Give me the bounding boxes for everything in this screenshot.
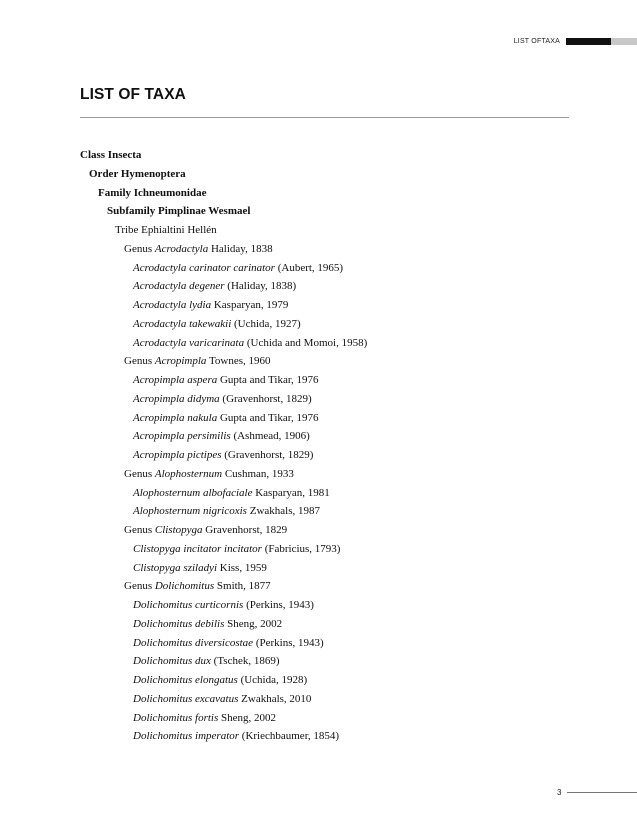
taxon-authority: Kasparyan, 1979 (211, 299, 289, 311)
taxon-name: Clistopyga sziladyi (133, 561, 218, 574)
taxon-rank: Genus (124, 580, 155, 593)
taxon-authority: Kiss, 1959 (217, 561, 267, 574)
taxon-name: Dolichomitus dux (133, 655, 211, 668)
taxon-entry (80, 165, 367, 184)
taxon-entry (80, 409, 367, 428)
taxon-name: Clistopyga incitator incitator (133, 542, 262, 555)
taxon-authority: Gupta and Tikar, 1976 (217, 374, 319, 386)
taxon-entry (80, 390, 367, 409)
taxon-authority: (Kriechbaumer, 1854) (239, 730, 340, 743)
taxon-name: Acrodactyla (154, 242, 209, 255)
taxon-authority: (Uchida, 1928) (237, 674, 308, 686)
taxon-authority: Zwakhals, 1987 (246, 505, 320, 518)
taxon-authority: (Perkins, 1943) (243, 599, 314, 611)
taxon-entry (80, 577, 367, 596)
taxon-entry (80, 465, 367, 484)
taxon-name: Dolichomitus (154, 580, 215, 593)
taxon-rank: Genus (124, 524, 155, 536)
taxon-name: Class Insecta (80, 149, 142, 161)
taxon-name: Acrodactyla varicarinata (133, 336, 245, 349)
taxon-authority: Cushman, 1933 (222, 467, 294, 480)
taxon-entry (80, 540, 367, 559)
taxon-entry (80, 502, 367, 521)
taxon-name: Family Ichneumonidae (98, 186, 207, 199)
taxon-entry (80, 184, 367, 203)
taxon-authority: (Fabricius, 1793) (261, 542, 341, 555)
taxon-rank: Genus (124, 467, 155, 480)
taxon-name: Alophosternum albofaciale (133, 486, 253, 499)
taxon-authority: (Uchida, 1927) (231, 317, 301, 330)
taxon-entry (80, 221, 367, 240)
running-header-title: LIST OFTAXA (513, 37, 560, 45)
taxon-name: Acrodactyla degener (133, 280, 225, 293)
taxon-authority: Gupta and Tikar, 1976 (217, 411, 319, 424)
taxon-authority: Sheng, 2002 (224, 617, 283, 630)
taxon-entry (80, 146, 367, 165)
taxon-authority: Zwakhals, 2010 (238, 692, 312, 705)
footer-rule (567, 792, 637, 793)
taxon-authority: (Gravenhorst, 1829) (219, 392, 312, 405)
taxon-name: Acropimpla pictipes (133, 449, 222, 461)
taxon-name: Dolichomitus debilis (133, 617, 225, 630)
title-divider (80, 117, 569, 118)
taxon-entry (80, 727, 367, 746)
taxon-rank: Genus (124, 242, 155, 255)
taxon-name: Acropimpla nakula (133, 411, 218, 424)
taxon-entry (80, 634, 367, 653)
taxon-entry (80, 334, 367, 353)
taxon-name: Acropimpla aspera (133, 374, 218, 386)
taxon-entry (80, 690, 367, 709)
taxon-entry (80, 296, 367, 315)
taxon-entry (80, 484, 367, 503)
taxon-entry (80, 709, 367, 728)
page-number: 3 (557, 788, 562, 797)
taxon-name: Tribe Ephialtini Hellén (115, 224, 217, 236)
taxon-authority: Smith, 1877 (214, 580, 271, 593)
taxon-name: Acrodactyla carinator carinator (133, 261, 275, 274)
taxon-name: Acropimpla persimilis (133, 430, 231, 443)
taxon-entry (80, 596, 367, 615)
taxon-authority: (Perkins, 1943) (253, 636, 324, 649)
taxon-entry (80, 615, 367, 634)
taxon-entry (80, 277, 367, 296)
taxon-entry (80, 352, 367, 371)
taxon-name: Dolichomitus fortis (133, 711, 219, 724)
taxon-name: Acropimpla didyma (133, 392, 220, 405)
taxon-name: Dolichomitus diversicostae (133, 636, 254, 649)
taxon-authority: Kasparyan, 1981 (252, 486, 330, 499)
running-header-black-bar (566, 38, 611, 45)
taxon-name: Alophosternum nigricoxis (133, 505, 247, 518)
page-footer (557, 788, 637, 797)
taxon-entry (80, 240, 367, 259)
taxon-entry (80, 315, 367, 334)
taxon-authority: Townes, 1960 (206, 355, 271, 368)
running-header-grey-bar (611, 38, 637, 45)
page-title: LIST OF TAXA (80, 86, 186, 103)
taxon-authority: Haliday, 1838 (208, 242, 273, 255)
taxon-authority: (Ashmead, 1906) (230, 430, 310, 443)
taxon-entry (80, 371, 367, 390)
taxon-authority: Gravenhorst, 1829 (202, 524, 288, 536)
taxon-authority: (Tschek, 1869) (210, 655, 280, 668)
taxon-name: Alophosternum (154, 467, 223, 480)
taxon-name: Subfamily Pimplinae Wesmael (107, 205, 251, 218)
taxon-entry (80, 202, 367, 221)
taxon-entry (80, 559, 367, 578)
taxon-entry (80, 446, 367, 465)
running-header (514, 36, 637, 46)
taxon-authority: (Aubert, 1965) (274, 261, 344, 274)
taxon-name: Dolichomitus curticornis (133, 599, 244, 611)
taxa-list (80, 146, 367, 746)
taxon-name: Dolichomitus imperator (133, 730, 240, 743)
taxon-entry (80, 521, 367, 540)
taxon-name: Dolichomitus excavatus (133, 692, 239, 705)
taxon-rank: Genus (124, 355, 155, 368)
taxon-name: Acrodactyla lydia (133, 299, 212, 311)
taxon-name: Acropimpla (154, 355, 207, 368)
taxon-authority: (Haliday, 1838) (224, 280, 297, 293)
taxon-entry (80, 427, 367, 446)
taxon-authority: Sheng, 2002 (218, 711, 277, 724)
taxon-entry (80, 652, 367, 671)
taxon-entry (80, 259, 367, 278)
taxon-authority: (Uchida and Momoi, 1958) (244, 336, 368, 349)
taxon-name: Order Hymenoptera (89, 167, 186, 180)
taxon-name: Acrodactyla takewakii (133, 317, 232, 330)
taxon-name: Dolichomitus elongatus (133, 674, 238, 686)
taxon-name: Clistopyga (154, 524, 203, 536)
taxon-entry (80, 671, 367, 690)
taxon-authority: (Gravenhorst, 1829) (221, 449, 314, 461)
